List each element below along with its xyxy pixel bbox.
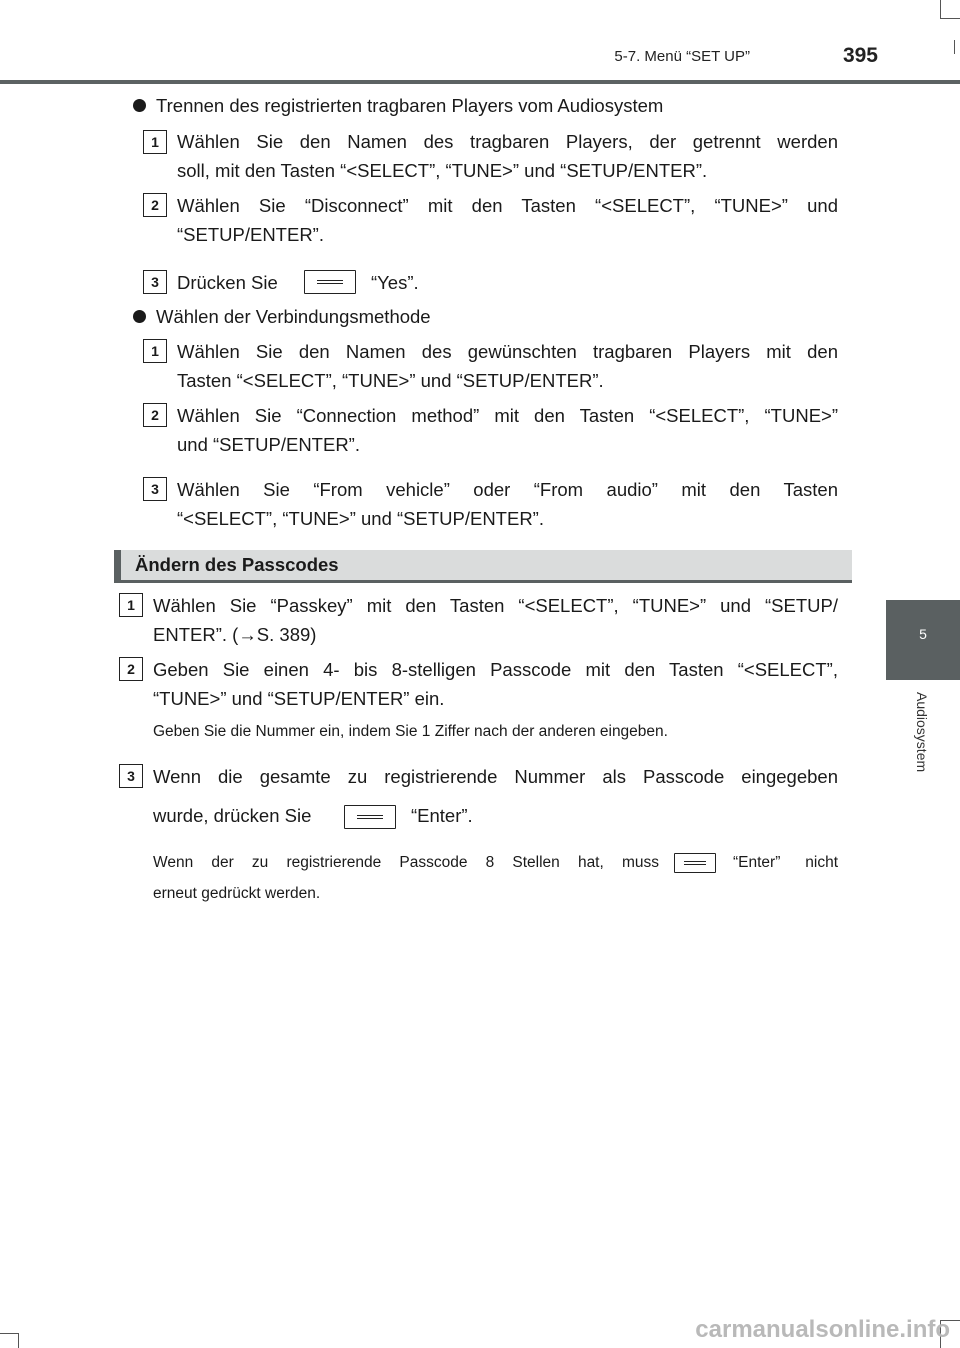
bullet-icon xyxy=(133,310,146,323)
step-number-badge: 2 xyxy=(143,193,167,217)
chapter-tab-label: Audiosystem xyxy=(914,692,930,773)
section-heading-title: Ändern des Passcodes xyxy=(135,554,339,575)
step-number-badge: 2 xyxy=(143,403,167,427)
crop-mark xyxy=(18,1333,19,1348)
bullet-icon xyxy=(133,99,146,112)
verbindung-step3-line1: Wählen Sie “From vehicle” oder “From audio” mit den Tasten xyxy=(177,479,838,500)
verbindung-step3-line2: “<SELECT”, “TUNE>” und “SETUP/ENTER”. xyxy=(177,508,544,529)
passcode-step2-line1: Geben Sie einen 4- bis 8-stelligen Passcode mit den Tasten “<SELECT”, xyxy=(153,659,838,680)
passcode-step3-line1: Wenn die gesamte zu registrierende Nummer als Passcode eingegeben xyxy=(153,766,838,787)
step-number-badge: 2 xyxy=(119,657,143,681)
passcode-step3-note-line2: erneut gedrückt werden. xyxy=(153,885,321,902)
control-button-icon xyxy=(674,853,716,873)
block-title-trennen: Trennen des registrierten tragbaren Players vom Audiosystem xyxy=(156,95,664,116)
step-number-badge: 3 xyxy=(143,270,167,294)
passcode-step3-pre: wurde, drücken Sie xyxy=(153,805,312,826)
verbindung-step1-line1: Wählen Sie den Namen des gewünschten tragbaren Players mit den xyxy=(177,341,838,362)
crop-mark xyxy=(954,40,955,54)
page-number: 395 xyxy=(842,44,878,67)
header-rule xyxy=(0,80,960,84)
trennen-step3-post: “Yes”. xyxy=(371,272,419,293)
step-number-badge: 1 xyxy=(143,339,167,363)
block-title-verbindung: Wählen der Verbindungsmethode xyxy=(156,306,431,327)
passcode-step1-line2: ENTER”. (→S. 389) xyxy=(153,624,317,645)
trennen-step2-line2: “SETUP/ENTER”. xyxy=(177,224,324,245)
passcode-step3-note-post: “Enter” nicht xyxy=(733,854,838,871)
chapter-tab-number: 5 xyxy=(919,626,927,642)
trennen-step2-line1: Wählen Sie “Disconnect” mit den Tasten “<SELECT”, “TUNE>” und xyxy=(177,195,838,216)
passcode-step2-note: Geben Sie die Nummer ein, indem Sie 1 Ziffer nach der anderen eingeben. xyxy=(153,723,668,740)
watermark: carmanualsonline.info xyxy=(695,1316,950,1343)
passcode-step2-line2: “TUNE>” und “SETUP/ENTER” ein. xyxy=(153,688,445,709)
trennen-step1-line1: Wählen Sie den Namen des tragbaren Players, der getrennt werden xyxy=(177,131,838,152)
verbindung-step2-line1: Wählen Sie “Connection method” mit den Tasten “<SELECT”, “TUNE>” xyxy=(177,405,838,426)
crop-mark xyxy=(940,18,960,19)
running-header-section: 5-7. Menü “SET UP” xyxy=(614,48,750,65)
step-number-badge: 1 xyxy=(143,130,167,154)
verbindung-step1-line2: Tasten “<SELECT”, “TUNE>” und “SETUP/ENTER”. xyxy=(177,370,604,391)
step-number-badge: 3 xyxy=(143,477,167,501)
crop-mark xyxy=(0,1333,18,1334)
control-button-icon xyxy=(304,270,356,294)
chapter-tab-label-wrap xyxy=(886,692,960,812)
control-button-icon xyxy=(344,805,396,829)
step-number-badge: 1 xyxy=(119,593,143,617)
trennen-step3-pre: Drücken Sie xyxy=(177,272,278,293)
trennen-step1-line2: soll, mit den Tasten “<SELECT”, “TUNE>” und “SETUP/ENTER”. xyxy=(177,160,708,181)
passcode-step1-line1: Wählen Sie “Passkey” mit den Tasten “<SELECT”, “TUNE>” und “SETUP/ xyxy=(153,595,838,616)
crop-mark xyxy=(940,0,941,18)
passcode-step3-post: “Enter”. xyxy=(411,805,473,826)
passcode-step3-note-pre: Wenn der zu registrierende Passcode 8 Stellen hat, muss xyxy=(153,854,659,871)
step-number-badge: 3 xyxy=(119,764,143,788)
section-heading-bar xyxy=(114,550,852,583)
verbindung-step2-line2: und “SETUP/ENTER”. xyxy=(177,434,360,455)
